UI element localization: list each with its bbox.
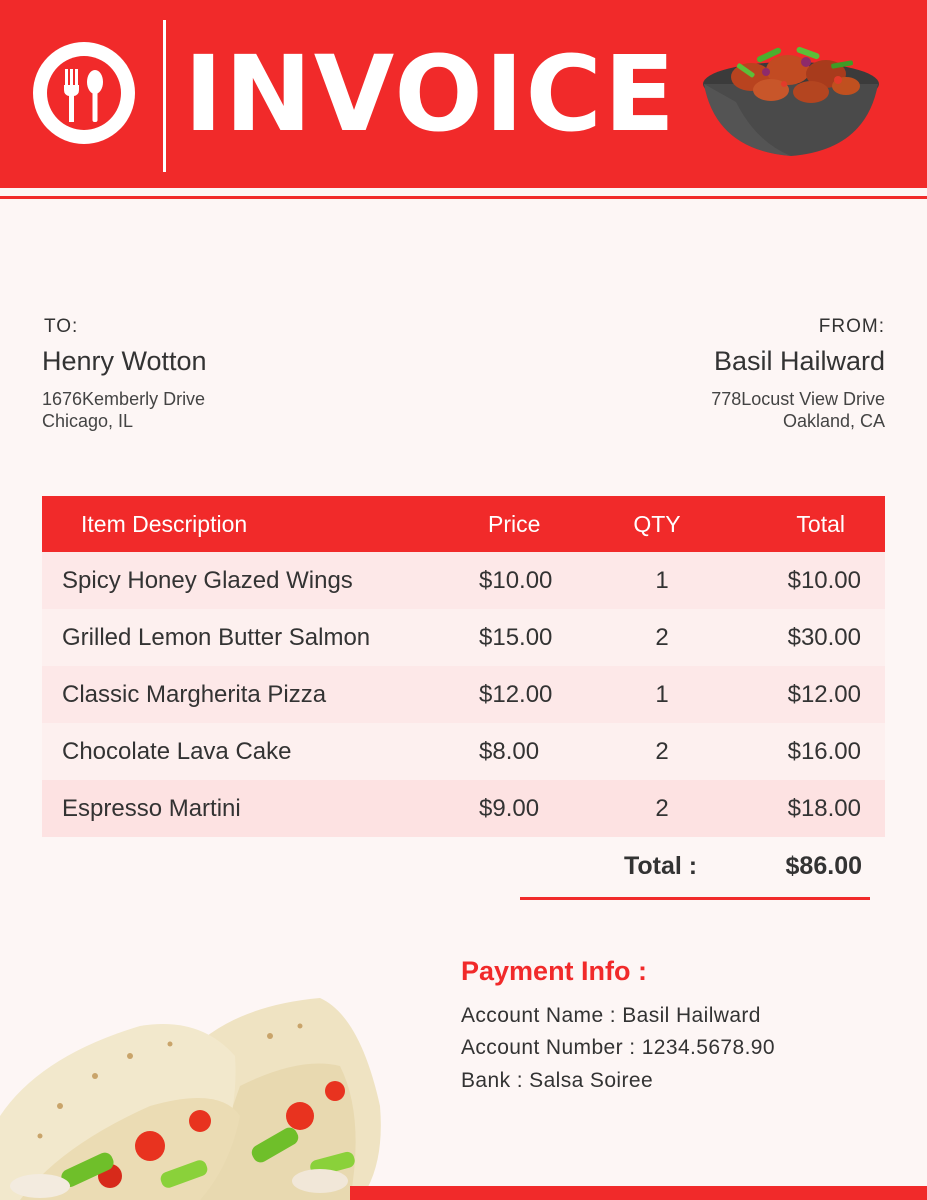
row-price: $10.00 xyxy=(479,567,553,594)
row-total: $12.00 xyxy=(787,681,861,708)
recipient-address-line2: Chicago, IL xyxy=(42,411,134,431)
row-qty: 2 xyxy=(655,624,669,651)
fork-spoon-icon xyxy=(33,42,135,144)
sender-address xyxy=(711,388,885,432)
recipient-address-line1: 1676Kemberly Drive xyxy=(42,389,206,409)
row-qty: 1 xyxy=(655,681,669,708)
row-total: $30.00 xyxy=(787,624,861,651)
to-label: TO: xyxy=(44,316,79,337)
header-qty: QTY xyxy=(633,511,681,537)
header-item-description: Item Description xyxy=(81,511,248,537)
grand-total-label: Total : xyxy=(624,852,698,880)
recipient-name: Henry Wotton xyxy=(42,346,207,376)
invoice-title: INVOICE xyxy=(184,33,677,155)
table-row xyxy=(42,552,885,609)
table-row xyxy=(42,780,885,837)
row-price: $9.00 xyxy=(479,795,540,822)
tacos-image xyxy=(0,996,390,1200)
row-qty: 1 xyxy=(655,567,669,594)
row-total: $18.00 xyxy=(787,795,861,822)
row-description: Spicy Honey Glazed Wings xyxy=(62,567,353,594)
sender-address-line2: Oakland, CA xyxy=(782,411,885,431)
invoice-items-table xyxy=(42,496,885,837)
row-price: $15.00 xyxy=(479,624,553,651)
payment-info-title: Payment Info : xyxy=(461,956,648,986)
footer-bar xyxy=(350,1186,927,1200)
table-row xyxy=(42,723,885,780)
payment-account-number: Account Number : 1234.5678.90 xyxy=(461,1036,775,1059)
table-row xyxy=(42,666,885,723)
header-divider-line xyxy=(0,196,927,199)
header-price: Price xyxy=(488,511,541,537)
table-row xyxy=(42,609,885,666)
row-qty: 2 xyxy=(655,738,669,765)
row-total: $10.00 xyxy=(787,567,861,594)
row-qty: 2 xyxy=(655,795,669,822)
row-description: Chocolate Lava Cake xyxy=(62,738,292,765)
sender-address-line1: 778Locust View Drive xyxy=(711,389,885,409)
grand-total-underline xyxy=(520,897,870,900)
header-total: Total xyxy=(796,511,845,537)
row-total: $16.00 xyxy=(787,738,861,765)
table-header xyxy=(42,496,885,552)
payment-bank: Bank : Salsa Soiree xyxy=(461,1069,654,1092)
header-vertical-divider xyxy=(163,20,166,172)
row-description: Espresso Martini xyxy=(62,795,241,822)
restaurant-logo xyxy=(33,42,135,144)
row-price: $12.00 xyxy=(479,681,553,708)
row-description: Classic Margherita Pizza xyxy=(62,681,327,708)
row-price: $8.00 xyxy=(479,738,540,765)
grand-total-value: $86.00 xyxy=(785,852,862,880)
from-label: FROM: xyxy=(818,316,885,337)
sender-name: Basil Hailward xyxy=(713,346,885,376)
row-description: Grilled Lemon Butter Salmon xyxy=(62,624,371,651)
food-bowl-image xyxy=(696,22,886,162)
payment-account-name: Account Name : Basil Hailward xyxy=(461,1004,761,1027)
recipient-address xyxy=(42,388,205,432)
